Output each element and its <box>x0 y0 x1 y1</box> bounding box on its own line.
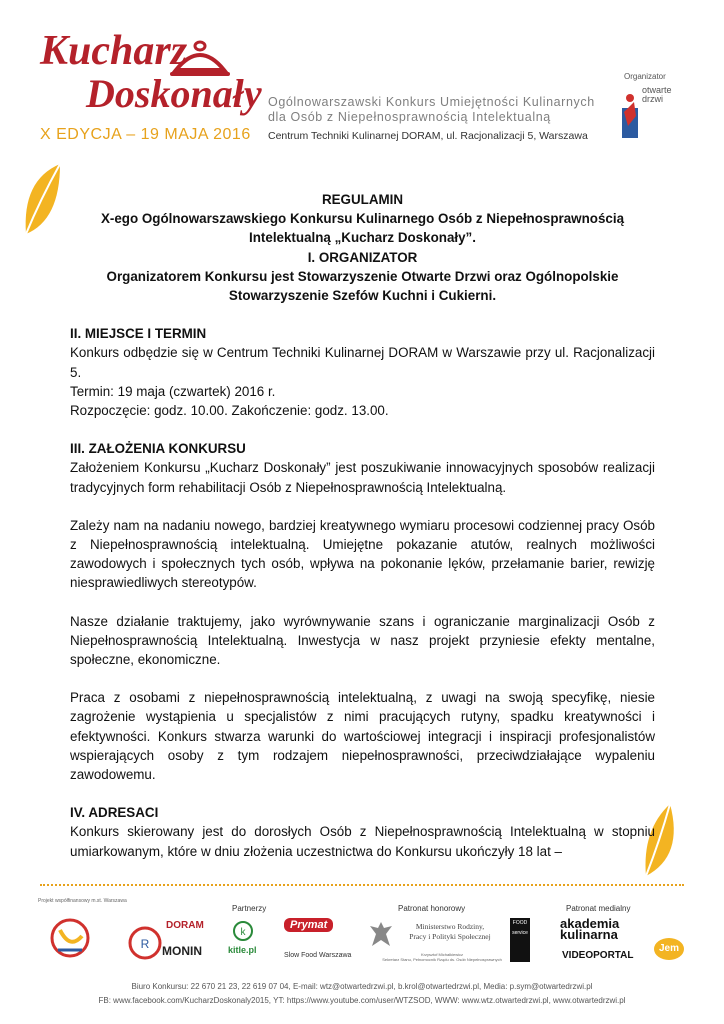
partner-doram: DORAM <box>166 920 204 931</box>
organizer-label: Organizator <box>624 72 666 81</box>
section-3-paragraph-4: Praca z osobami z niepełnosprawnością intelektualną, z uwagi na swoją specyfikę, niesie zagrożenie wystąpienia u specjalistów z nimi pracujących rutyny, spadku kreatywności i efektywności. Konkurs stwarza warunki do wartościowej integracji i inspiracji profesjonalistów wspierających osoby z tym rodzajem niepełnosprawności, przeciwdziałające wypaleniu zawodowemu. <box>70 690 655 783</box>
footer-divider <box>40 884 684 886</box>
partner-prymat: Prymat <box>284 918 333 932</box>
media-videoportal: VIDEOPORTAL <box>562 950 634 961</box>
document-title: REGULAMIN <box>321 192 404 207</box>
edition-label: X EDYCJA – 19 MAJA 2016 <box>40 126 251 143</box>
honorary-patronage-label: Patronat honorowy <box>398 904 466 913</box>
media-patronage-label: Patronat medialny <box>566 904 631 913</box>
section-1-text: Organizatorem Konkursu jest Stowarzyszenie Otwarte Drzwi oraz Ogólnopolskie Stowarzyszenie Szefów Kuchni i Cukierni. <box>106 268 619 304</box>
svg-text:R: R <box>140 937 150 951</box>
footer-contact-line2: FB: www.facebook.com/KucharzDoskonaly2015, YT: https://www.youtube.com/user/WTZSOD, WWW: www.wtz.otwartedrzwi.pl, www.otwartedrzwi.pl <box>98 996 626 1005</box>
partner-slowfood: Slow Food Warszawa <box>284 952 352 959</box>
footer-contact <box>0 980 724 1008</box>
section-2-title: II. MIEJSCE I TERMIN <box>70 326 207 342</box>
media-akademia: akademia kulinarna <box>560 916 620 942</box>
logo-title-line2: Doskonały <box>86 71 262 116</box>
partner-kitle-icon <box>232 920 254 944</box>
leaf-decoration-icon <box>20 160 70 240</box>
partners-label: Partnerzy <box>232 904 267 913</box>
section-3-paragraph-3: Nasze działanie traktujemy, jako wyrównywanie szans i ograniczanie marginalizacji Osób z Niepełnosprawnością Intelektualną. Inwestycja w nasz projekt przyniesie efekty mentalne, społeczne, ekonomiczne. <box>70 613 655 668</box>
regulations-document <box>70 190 655 861</box>
section-2-date: Termin: 19 maja (czwartek) 2016 r. <box>70 383 276 399</box>
section-2-paragraph: Konkurs odbędzie się w Centrum Techniki Kulinarnej DORAM w Warszawie przy ul. Racjonalizacji 5. <box>70 345 655 380</box>
media-foodservice: FOOD service <box>510 918 530 962</box>
svg-text:k: k <box>240 927 246 938</box>
section-2-time: Rozpoczęcie: godz. 10.00. Zakończenie: godz. 13.00. <box>70 403 389 419</box>
section-3-paragraph-1: Założeniem Konkursu „Kucharz Doskonały” jest poszukiwanie innowacyjnych sposobów realizacji tradycyjnych form rehabilitacji Osób z Niepełnosprawnością Intelektualną. <box>70 460 655 495</box>
document-subtitle-2: Intelektualną „Kucharz Doskonały”. <box>249 230 476 246</box>
document-subtitle-1: X-ego Ogólnowarszawskiego Konkursu Kulinarnego Osób z Niepełnosprawnością <box>100 211 625 227</box>
section-3-title: III. ZAŁOŻENIA KONKURSU <box>70 441 246 457</box>
header-venue: Centrum Techniki Kulinarnej DORAM, ul. Racjonalizacji 5, Warszawa <box>268 130 588 142</box>
section-1-title: I. ORGANIZATOR <box>307 249 418 265</box>
section-4-title: IV. ADRESACI <box>70 805 159 821</box>
header-subtitle-1: Ogólnowarszawski Konkurs Umiejętności Kulinarnych <box>268 95 595 109</box>
footer-contact-line1: Biuro Konkursu: 22 670 21 23, 22 619 07 04, E-mail: wtz@otwartedrzwi.pl, b.krol@otwartedrzwi.pl, Media: p.sym@otwartedrzwi.pl <box>131 982 593 991</box>
eagle-emblem-icon <box>368 920 394 950</box>
header-subtitle-2: dla Osób z Niepełnosprawnością Intelektualną <box>268 110 551 124</box>
section-4-paragraph: Konkurs skierowany jest do dorosłych Osób z Niepełnosprawnością Intelektualną w stopniu umiarkowanym, które w dniu złożenia uczestnictwa do Konkursu ukończyły 18 lat – <box>70 824 655 859</box>
partner-logo-icon <box>128 926 162 960</box>
section-3-paragraph-2: Zależy nam na nadaniu nowego, bardziej kreatywnego wymiaru procesowi codziennej pracy Osób z Niepełnosprawnością intelektualną. Umiejętne pokazanie atutów, realnych możliwości zawodowych i społecznych tych osób, wpływa na pokonanie lęków, przełamanie barier, rewizję niesprawiedliwych stereotypów. <box>70 517 655 591</box>
project-note: Projekt współfinansowy m.st. Warszawa <box>38 898 127 904</box>
partner-kitle: kitle.pl <box>228 945 257 955</box>
logo-title-line1: Kucharz <box>40 28 188 74</box>
honorary-ministry: Ministerstwo Rodziny, Pracy i Polityki Społecznej <box>409 922 491 941</box>
media-jem: Jem <box>654 938 684 960</box>
warsaw-mermaid-logo-icon <box>40 910 100 965</box>
partner-monin: MONIN <box>162 944 202 958</box>
honorary-person: Krzysztof Michałkiewicz Sekretarz Stanu, Pełnomocnik Rządu ds. Osób Niepełnosprawnych <box>382 952 502 962</box>
organizer-logo-text: otwarte drzwi <box>642 85 672 104</box>
